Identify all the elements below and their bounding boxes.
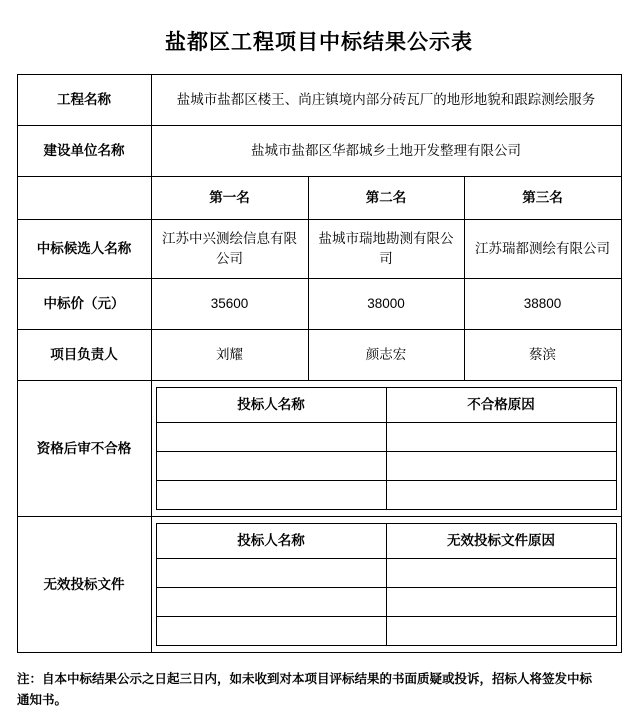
invalid-header-row bbox=[156, 524, 616, 559]
candidate-label: 中标候选人名称 bbox=[17, 220, 151, 279]
construction-unit-label: 建设单位名称 bbox=[17, 126, 151, 177]
invalid-row-2 bbox=[156, 588, 616, 617]
candidate-first: 江苏中兴测绘信息有限公司 bbox=[151, 220, 308, 279]
disqualified-row-1 bbox=[156, 423, 616, 452]
disqualified-reason-3 bbox=[386, 481, 616, 510]
table-row-construction-unit bbox=[17, 126, 621, 177]
invalid-header-reason: 无效投标文件原因 bbox=[386, 524, 616, 559]
disqualified-reason-1 bbox=[386, 423, 616, 452]
footer-note bbox=[17, 669, 621, 712]
candidate-third: 江苏瑞都测绘有限公司 bbox=[464, 220, 621, 279]
rank-header-second: 第二名 bbox=[308, 177, 464, 220]
manager-label: 项目负责人 bbox=[17, 330, 151, 381]
project-name-value: 盐城市盐都区楼王、尚庄镇境内部分砖瓦厂的地形地貌和跟踪测绘服务 bbox=[151, 75, 621, 126]
rank-header-third: 第三名 bbox=[464, 177, 621, 220]
invalid-row-3 bbox=[156, 617, 616, 646]
candidate-second: 盐城市瑞地勘测有限公司 bbox=[308, 220, 464, 279]
footer-note-line-1: 注：自本中标结果公示之日起三日内，如未收到对本项目评标结果的书面质疑或投诉，招标人将签发中标 bbox=[17, 672, 593, 686]
table-row-invalid bbox=[17, 517, 621, 653]
bid-price-first: 35600 bbox=[151, 279, 308, 330]
construction-unit-value: 盐城市盐都区华都城乡土地开发整理有限公司 bbox=[151, 126, 621, 177]
disqualified-header-row bbox=[156, 388, 616, 423]
invalid-bidder-2 bbox=[156, 588, 386, 617]
rank-header-first: 第一名 bbox=[151, 177, 308, 220]
disqualified-bidder-2 bbox=[156, 452, 386, 481]
bid-price-second: 38000 bbox=[308, 279, 464, 330]
project-name-label: 工程名称 bbox=[17, 75, 151, 126]
disqualified-header-reason: 不合格原因 bbox=[386, 388, 616, 423]
disqualified-subtable bbox=[156, 387, 617, 510]
table-row-disqualified bbox=[17, 381, 621, 517]
bid-price-label: 中标价（元） bbox=[17, 279, 151, 330]
table-row-rank-headers bbox=[17, 177, 621, 220]
table-row-candidates bbox=[17, 220, 621, 279]
invalid-block bbox=[151, 517, 621, 653]
invalid-label: 无效投标文件 bbox=[17, 517, 151, 653]
disqualified-header-bidder: 投标人名称 bbox=[156, 388, 386, 423]
table-row-managers bbox=[17, 330, 621, 381]
invalid-header-bidder: 投标人名称 bbox=[156, 524, 386, 559]
invalid-subtable bbox=[156, 523, 617, 646]
invalid-reason-3 bbox=[386, 617, 616, 646]
bid-price-third: 38800 bbox=[464, 279, 621, 330]
disqualified-row-3 bbox=[156, 481, 616, 510]
disqualified-bidder-1 bbox=[156, 423, 386, 452]
manager-first: 刘耀 bbox=[151, 330, 308, 381]
invalid-bidder-1 bbox=[156, 559, 386, 588]
disqualified-label: 资格后审不合格 bbox=[17, 381, 151, 517]
invalid-row-1 bbox=[156, 559, 616, 588]
bid-result-table bbox=[17, 74, 622, 653]
disqualified-reason-2 bbox=[386, 452, 616, 481]
table-row-bid-prices bbox=[17, 279, 621, 330]
invalid-reason-1 bbox=[386, 559, 616, 588]
disqualified-bidder-3 bbox=[156, 481, 386, 510]
invalid-reason-2 bbox=[386, 588, 616, 617]
table-row-project-name bbox=[17, 75, 621, 126]
manager-third: 蔡滨 bbox=[464, 330, 621, 381]
manager-second: 颜志宏 bbox=[308, 330, 464, 381]
rank-header-empty-cell bbox=[17, 177, 151, 220]
disqualified-row-2 bbox=[156, 452, 616, 481]
footer-note-line-2: 通知书。 bbox=[17, 693, 68, 708]
page-title: 盐都区工程项目中标结果公示表 bbox=[165, 31, 473, 54]
disqualified-block bbox=[151, 381, 621, 517]
invalid-bidder-3 bbox=[156, 617, 386, 646]
